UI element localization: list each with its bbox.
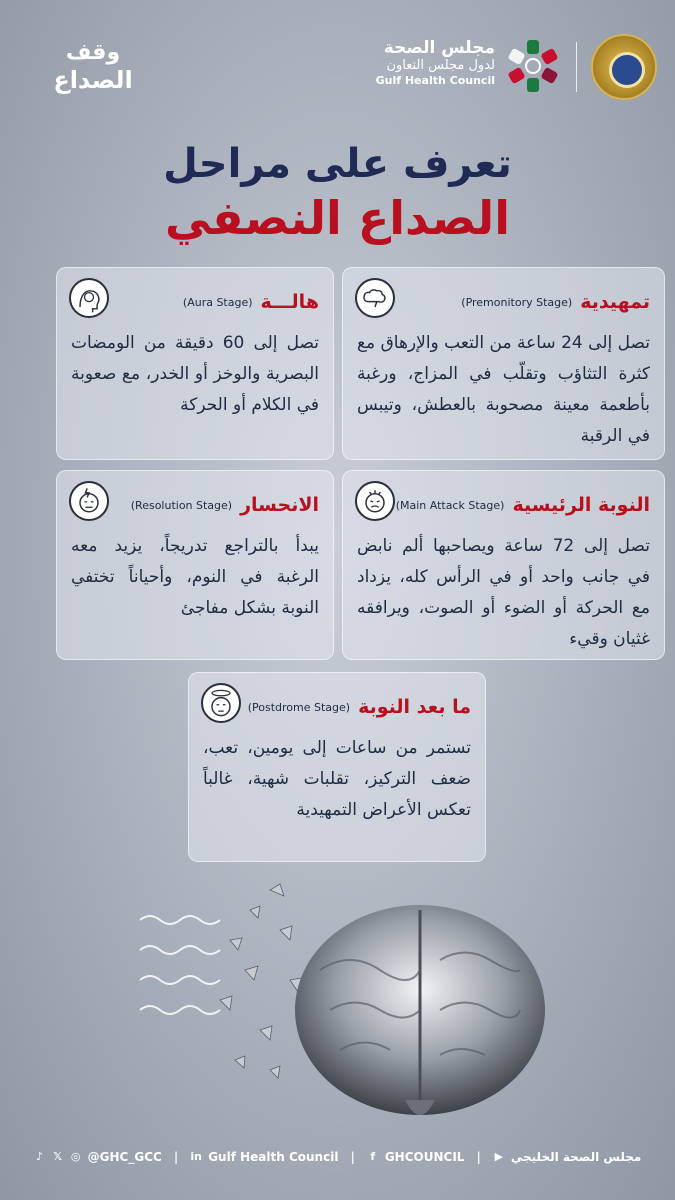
footer-separator: | [173, 1150, 179, 1164]
social-handle: @GHC_GCC [87, 1150, 162, 1164]
card-subtitle: (Premonitory Stage) [461, 295, 573, 309]
campaign-logo [38, 40, 148, 100]
card-subtitle: (Main Attack Stage) [395, 498, 505, 512]
shattering-brain-illustration [120, 860, 560, 1150]
ghc-name-ar-2: لدول مجلس التعاون [386, 58, 495, 73]
social-handle-group[interactable] [34, 1150, 162, 1164]
dizzy-face-icon [201, 683, 241, 723]
logo-divider [576, 42, 577, 92]
ghc-logo [357, 34, 657, 100]
card-body: تستمر من ساعات إلى يومين، تعب، ضعف التركيز، تقلبات شهية، غالباً تعكس الأعراض التمهيدية [203, 738, 471, 820]
head-brain-icon [69, 278, 109, 318]
ghc-name [355, 38, 495, 88]
card-title: هالـــة [260, 291, 319, 313]
card-body: تصل إلى 72 ساعة ويصاحبها ألم نابض في جانب واحد أو في الرأس كله، يزداد مع الحركة أو الضوء أو الصوت، ويرافقه غثيان وقيء [357, 536, 651, 649]
instagram-icon: ◎ [70, 1150, 81, 1163]
footer-separator: | [476, 1150, 481, 1164]
footer-separator: | [350, 1150, 355, 1164]
ghc-flower-icon [505, 38, 561, 94]
card-body: يبدأ بالتراجع تدريجاً، يزيد معه الرغبة في النوم، وأحياناً تختفي النوبة بشكل مفاجئ [71, 536, 319, 618]
campaign-logo-line1: وقف [65, 40, 121, 65]
gcc-emblem-icon [591, 34, 657, 100]
card-subtitle: (Postdrome Stage) [247, 700, 351, 714]
page-title-line2: الصداع النصفي [165, 191, 510, 245]
page-title-line1: تعرف على مراحل [163, 141, 512, 187]
pained-face-icon [355, 481, 395, 521]
card-main-attack-stage [342, 470, 665, 660]
ghc-name-ar-1: مجلس الصحة [383, 38, 495, 58]
card-subtitle: (Resolution Stage) [130, 498, 233, 512]
youtube-label: مجلس الصحة الخليجي [510, 1150, 642, 1164]
campaign-logo-line2: الصداع [53, 66, 133, 94]
card-postdrome-stage [188, 672, 486, 862]
wave-lines [140, 916, 220, 1014]
linkedin-icon: in [190, 1150, 202, 1163]
card-body: تصل إلى 60 دقيقة من الومضات البصرية والوخز أو الخدر، مع صعوبة في الكلام أو الحركة [71, 333, 319, 415]
card-aura-stage [56, 267, 334, 460]
headache-face-icon [69, 481, 109, 521]
youtube-icon: ▶ [494, 1150, 504, 1163]
brain-shards [220, 884, 302, 1078]
card-resolution-stage [56, 470, 334, 660]
page-title [0, 140, 675, 248]
facebook-icon: f [370, 1150, 376, 1163]
card-header [203, 687, 471, 727]
card-title: النوبة الرئيسية [512, 494, 650, 516]
facebook-link[interactable] [367, 1150, 465, 1164]
card-title: الانحسار [240, 494, 319, 516]
tired-brain-icon [355, 278, 395, 318]
card-title: ما بعد النوبة [358, 696, 471, 718]
card-subtitle: (Aura Stage) [182, 295, 253, 309]
card-title: تمهيدية [580, 291, 650, 313]
facebook-label: GHCOUNCIL [384, 1150, 465, 1164]
card-premonitory-stage [342, 267, 665, 460]
footer-social-bar [0, 1145, 675, 1169]
card-body: تصل إلى 24 ساعة من التعب والإرهاق مع كثرة التثاؤب وتقلّب في المزاج، ورغبة بأطعمة معينة مصحوبة بالعطش، وتيبس في الرقبة [357, 333, 650, 446]
youtube-link[interactable] [493, 1150, 642, 1164]
card-header [357, 485, 650, 525]
card-header [357, 282, 650, 322]
x-icon: 𝕏 [53, 1150, 63, 1163]
ghc-name-en: Gulf Health Council [375, 74, 495, 87]
linkedin-link[interactable] [190, 1150, 338, 1164]
linkedin-label: Gulf Health Council [208, 1150, 339, 1164]
tiktok-icon: ♪ [36, 1150, 44, 1163]
